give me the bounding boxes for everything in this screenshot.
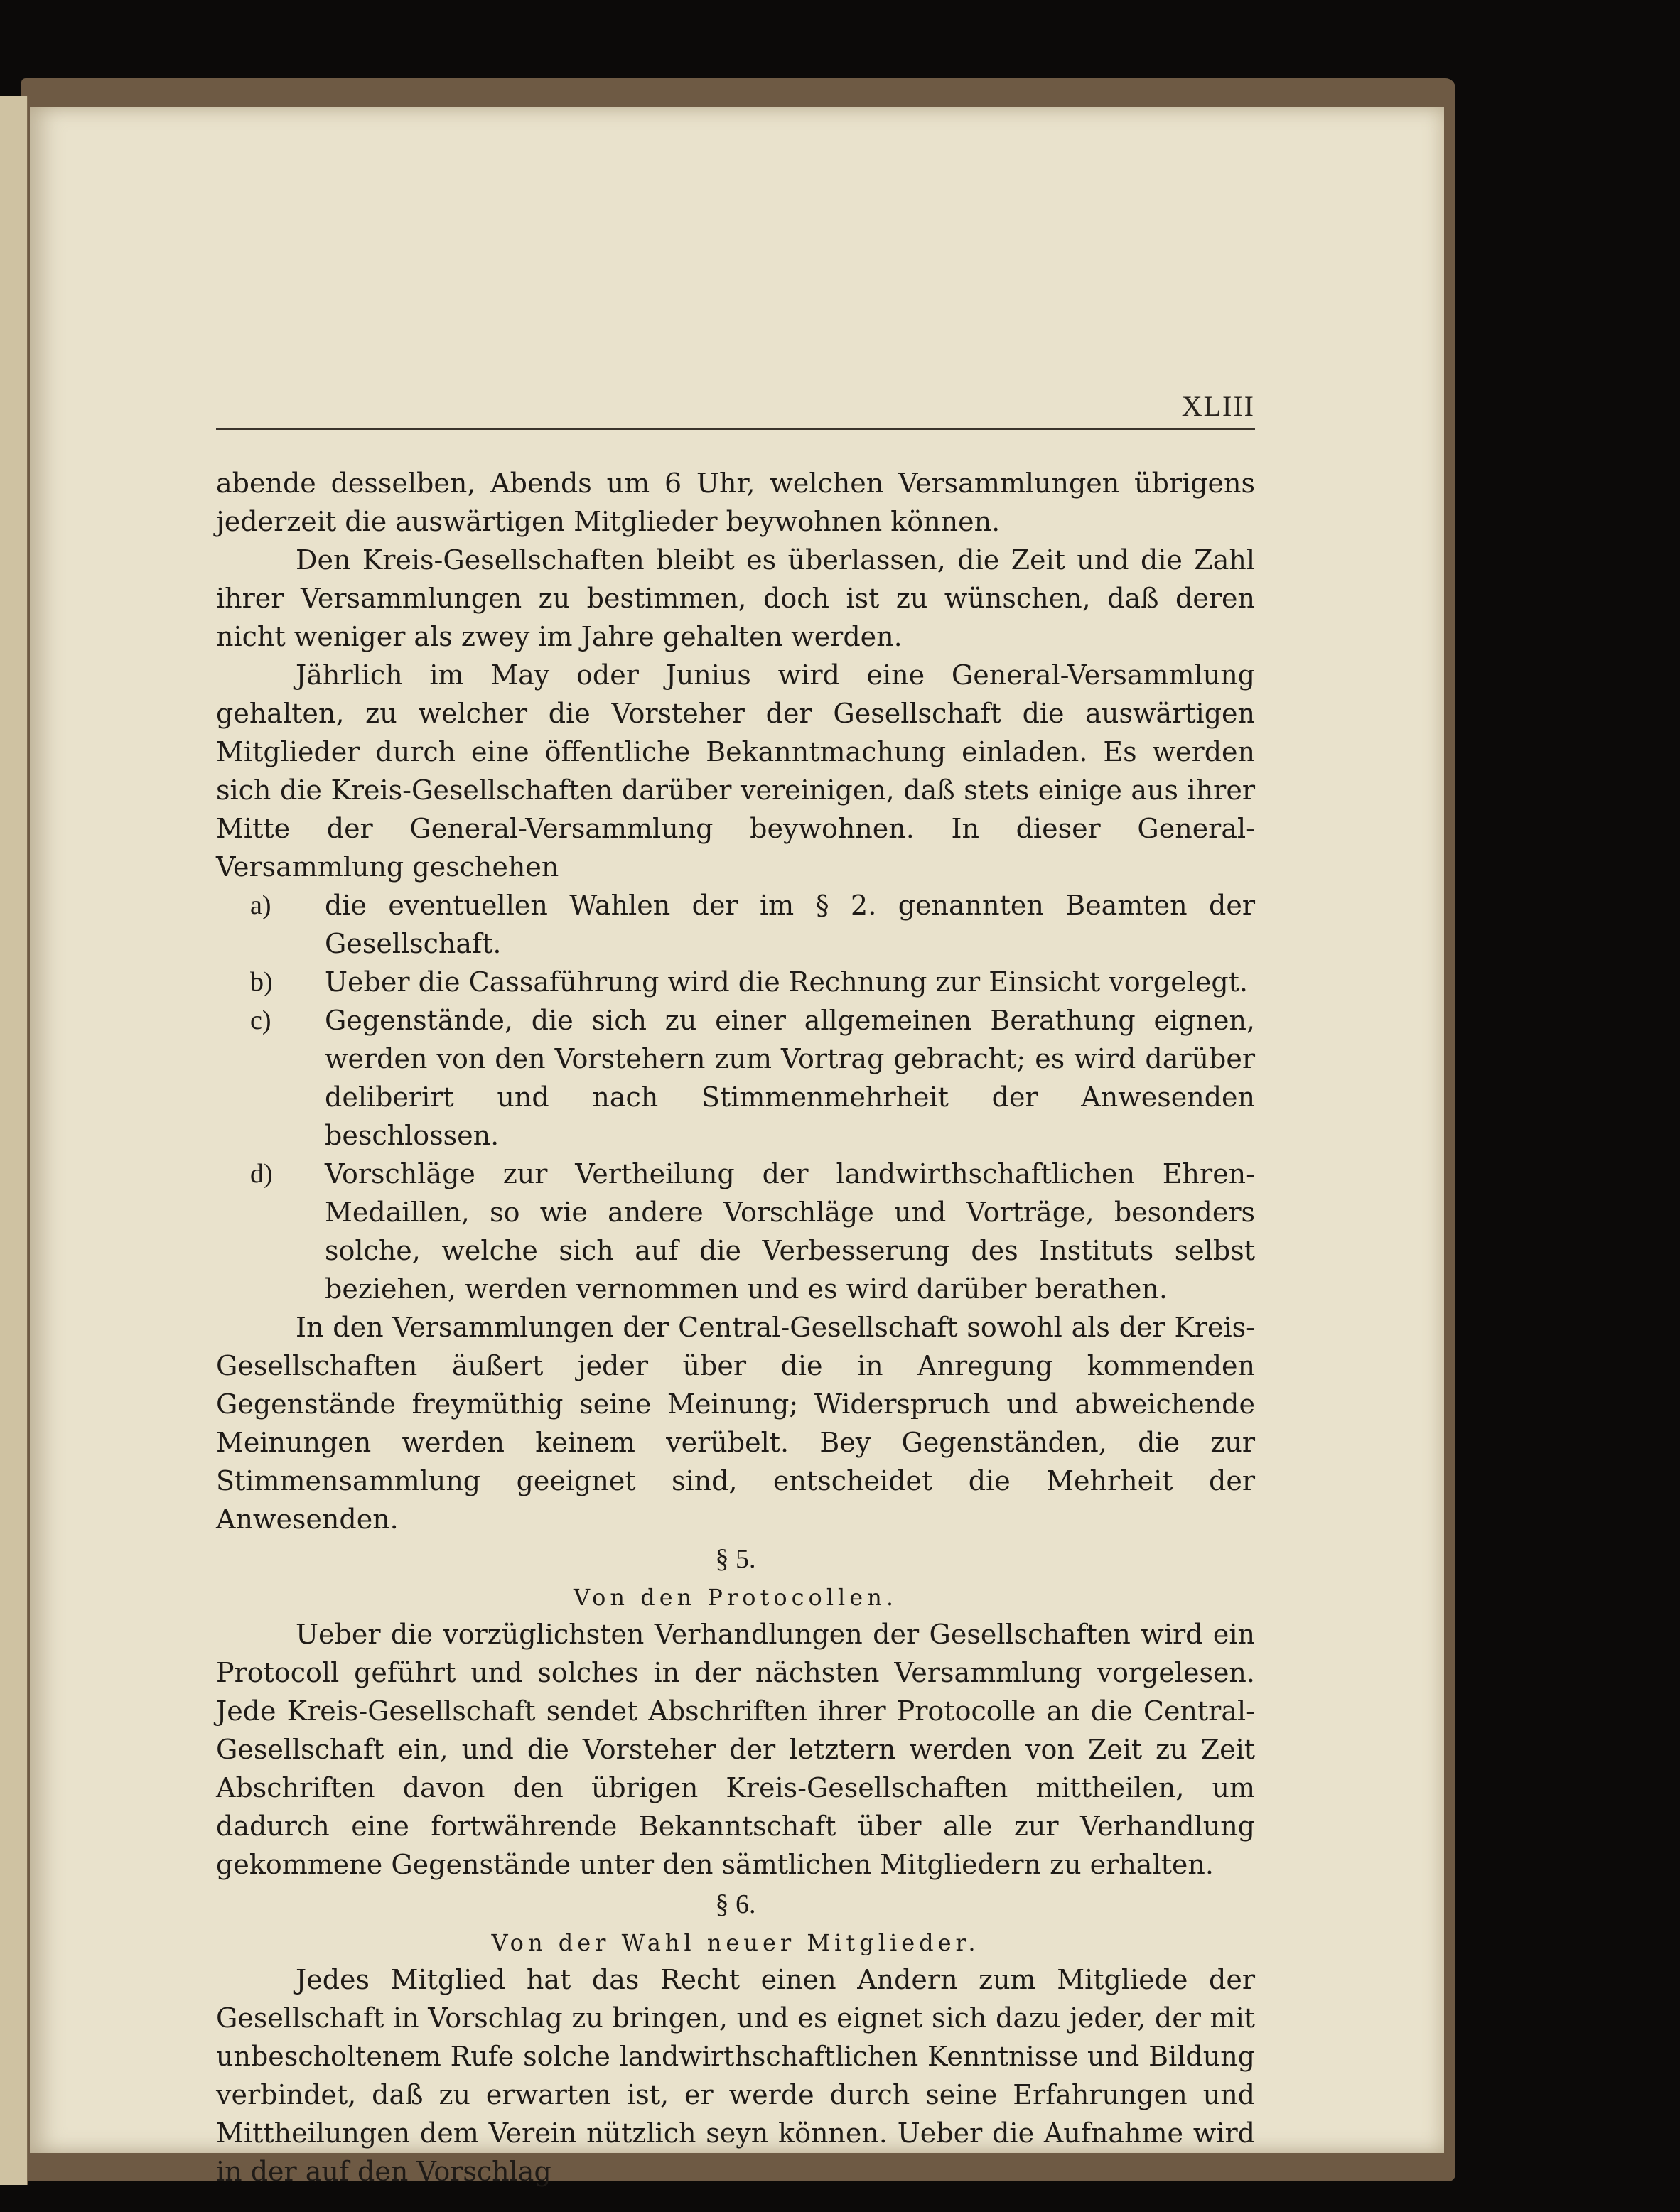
left-page-edge: [0, 96, 28, 2185]
section-number: § 6.: [715, 1889, 756, 1919]
agenda-list: [216, 886, 1255, 1308]
list-item: [216, 963, 1255, 1001]
body-text: [216, 464, 1255, 2191]
paragraph: Den Kreis-Gesellschaften bleibt es überlassen, die Zeit und die Zahl ihrer Versammlungen zu bestimmen, doch ist zu wünschen, daß deren nicht weniger als zwey im Jahre gehalten werden.: [216, 544, 1255, 652]
paragraph: Ueber die vorzüglichsten Verhandlungen der Gesellschaften wird ein Protocoll geführt und solches in der nächsten Versammlung vorgelesen. Jede Kreis-Gesellschaft sendet Abschriften ihrer Protocolle an die Central-Gesellschaft ein, und die Vorsteher der letztern werden von Zeit zu Zeit Abschriften davon den übrigen Kreis-Gesellschaften mittheilen, um dadurch eine fortwährende Bekanntschaft über alle zur Verhandlung gekommene Gegenstände unter den sämtlichen Mitgliedern zu erhalten.: [216, 1619, 1255, 1880]
list-item: [216, 1001, 1255, 1155]
page-number: XLIII: [1181, 390, 1255, 422]
list-marker: a): [250, 890, 271, 920]
book-page: [30, 107, 1444, 2187]
list-marker: d): [250, 1159, 273, 1189]
list-marker: c): [250, 1005, 271, 1035]
list-marker: b): [250, 967, 273, 997]
paragraph: Jährlich im May oder Junius wird eine General-Versammlung gehalten, zu welcher die Vorsteher der Gesellschaft die auswärtigen Mitglieder durch eine öffentliche Bekanntmachung einladen. Es werden sich die Kreis-Gesellschaften darüber vereinigen, daß stets einige aus ihrer Mitte der General-Versammlung beywohnen. In dieser General-Versammlung geschehen: [216, 659, 1255, 883]
section-title: Von der Wahl neuer Mitglieder.: [491, 1929, 980, 1956]
list-item: [216, 1155, 1255, 1308]
list-item-text: die eventuellen Wahlen der im § 2. genannten Beamten der Gesellschaft.: [325, 890, 1255, 959]
list-item-text: Gegenstände, die sich zu einer allgemeinen Berathung eignen, werden von den Vorstehern zum Vortrag gebracht; es wird darüber deliberirt und nach Stimmenmehrheit der Anwesenden beschlossen.: [325, 1005, 1255, 1151]
list-item: [216, 886, 1255, 963]
section-title: Von den Protocollen.: [573, 1584, 898, 1611]
section-number: § 5.: [715, 1544, 756, 1574]
paragraph: abende desselben, Abends um 6 Uhr, welchen Versammlungen übrigens jederzeit die auswärtigen Mitglieder beywohnen können.: [216, 468, 1255, 537]
header-rule: [216, 428, 1255, 430]
list-item-text: Ueber die Cassaführung wird die Rechnung zur Einsicht vorgelegt.: [325, 966, 1249, 998]
list-item-text: Vorschläge zur Vertheilung der landwirthschaftlichen Ehren-Medaillen, so wie andere Vorschläge und Vorträge, besonders solche, welche sich auf die Verbesserung des Instituts selbst beziehen, werden vernommen und es wird darüber berathen.: [325, 1158, 1255, 1305]
paragraph: In den Versammlungen der Central-Gesellschaft sowohl als der Kreis-Gesellschaften äußert jeder über die in Anregung kommenden Gegenstände freymüthig seine Meinung; Widerspruch und abweichende Meinungen werden keinem verübelt. Bey Gegenständen, die zur Stimmensammlung geeignet sind, entscheidet die Mehrheit der Anwesenden.: [216, 1312, 1255, 1535]
paragraph: Jedes Mitglied hat das Recht einen Andern zum Mitgliede der Gesellschaft in Vorschlag zu bringen, und es eignet sich dazu jeder, der mit unbescholtenem Rufe solche landwirthschaftlichen Kenntnisse und Bildung verbindet, daß zu erwarten ist, er werde durch seine Erfahrungen und Mittheilungen dem Verein nützlich seyn können. Ueber die Aufnahme wird in der auf den Vorschlag: [216, 1964, 1255, 2187]
